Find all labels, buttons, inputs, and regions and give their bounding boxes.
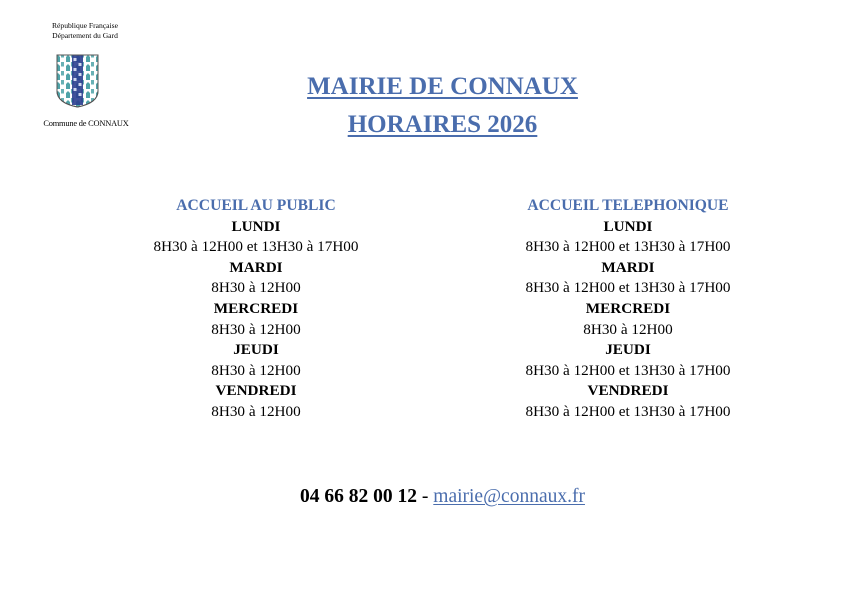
phone-hours-value: 8H30 à 12H00 et 13H30 à 17H00: [525, 279, 731, 297]
phone-hours-heading: ACCUEIL TELEPHONIQUE: [527, 197, 729, 214]
public-hours-heading: ACCUEIL AU PUBLIC: [176, 197, 336, 214]
contact-line: [190, 486, 695, 508]
phone-hours-column: [488, 196, 768, 423]
phone-day-label: MERCREDI: [585, 299, 671, 317]
phone-day-label: LUNDI: [603, 217, 653, 235]
public-day-label: VENDREDI: [215, 382, 297, 400]
department-label: Département du Gard: [52, 31, 118, 40]
public-hours-value: 8H30 à 12H00: [211, 320, 301, 338]
contact-separator: -: [417, 486, 434, 507]
public-day-label: LUNDI: [231, 217, 281, 235]
commune-crest-icon: [55, 53, 100, 109]
phone-day-label: VENDREDI: [587, 382, 669, 400]
phone-day-label: JEUDI: [605, 341, 651, 359]
page-subtitle: HORAIRES 2026: [347, 111, 538, 138]
phone-hours-value: 8H30 à 12H00 et 13H30 à 17H00: [525, 402, 731, 420]
public-hours-value: 8H30 à 12H00 et 13H30 à 17H00: [153, 238, 359, 256]
republic-label: République Française: [51, 21, 118, 30]
commune-label: Commune de CONNAUX: [43, 119, 129, 128]
public-day-label: MERCREDI: [213, 299, 299, 317]
phone-day-label: MARDI: [601, 258, 655, 276]
public-hours-column: [116, 196, 396, 423]
public-day-label: MARDI: [229, 258, 283, 276]
public-hours-value: 8H30 à 12H00: [211, 279, 301, 297]
public-hours-value: 8H30 à 12H00: [211, 402, 301, 420]
email-link[interactable]: mairie@connaux.fr: [433, 486, 585, 507]
phone-hours-value: 8H30 à 12H00 et 13H30 à 17H00: [525, 361, 731, 379]
public-hours-value: 8H30 à 12H00: [211, 361, 301, 379]
phone-hours-value: 8H30 à 12H00: [583, 320, 673, 338]
phone-number: 04 66 82 00 12: [300, 486, 418, 507]
page-title: MAIRIE DE CONNAUX: [307, 73, 578, 100]
republic-header: [40, 21, 130, 41]
phone-hours-value: 8H30 à 12H00 et 13H30 à 17H00: [525, 238, 731, 256]
public-day-label: JEUDI: [233, 341, 279, 359]
